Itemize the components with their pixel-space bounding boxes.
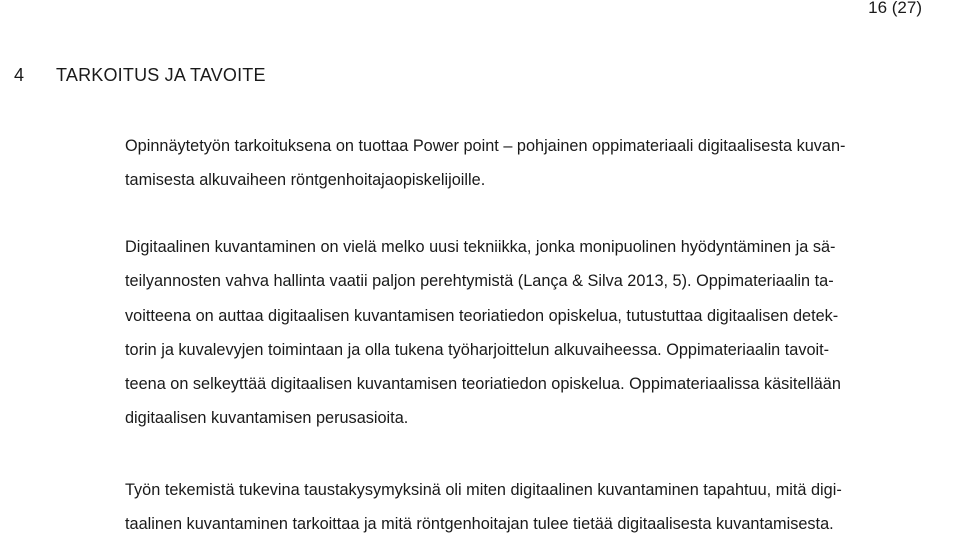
paragraph-line: Työn tekemistä tukevina taustakysymyksinä oli miten digitaalinen kuvantaminen tapahtuu, mitä digi- [125, 481, 842, 499]
paragraph-line: teilyannosten vahva hallinta vaatii paljon perehtymistä (Lança & Silva 2013, 5). Oppimateriaalin ta- [125, 272, 834, 291]
paragraph-goal [125, 230, 951, 436]
paragraph-line: Opinnäytetyön tarkoituksena on tuottaa Power point – pohjainen oppimateriaali digitaalisesta kuvan- [125, 137, 846, 155]
paragraph-purpose [125, 129, 951, 198]
paragraph-line: taalinen kuvantaminen tarkoittaa ja mitä röntgenhoitajan tulee tietää digitaalisesta kuvantamisesta. [125, 515, 834, 534]
paragraph-line: voitteena on auttaa digitaalisen kuvantamisen teoriatiedon opiskelua, tutustuttaa digitaalisen detek- [125, 306, 839, 325]
paragraph-line: Digitaalinen kuvantaminen on vielä melko uusi tekniikka, jonka monipuolinen hyödyntäminen ja sä- [125, 238, 836, 256]
section-number: 4 [14, 65, 25, 85]
page-number: 16 (27) [868, 0, 922, 17]
section-title: TARKOITUS JA TAVOITE [56, 65, 266, 85]
paragraph-line: teena on selkeyttää digitaalisen kuvantamisen teoriatiedon opiskelua. Oppimateriaalissa käsitellään [125, 375, 841, 394]
paragraph-questions [125, 473, 951, 542]
paragraph-line: tamisesta alkuvaiheen röntgenhoitajaopiskelijoille. [125, 171, 486, 190]
section-heading [14, 64, 266, 86]
paragraph-line: digitaalisen kuvantamisen perusasioita. [125, 409, 409, 428]
paragraph-line: torin ja kuvalevyjen toimintaan ja olla tukena työharjoittelun alkuvaiheessa. Oppimateriaalin tavoit- [125, 340, 830, 359]
